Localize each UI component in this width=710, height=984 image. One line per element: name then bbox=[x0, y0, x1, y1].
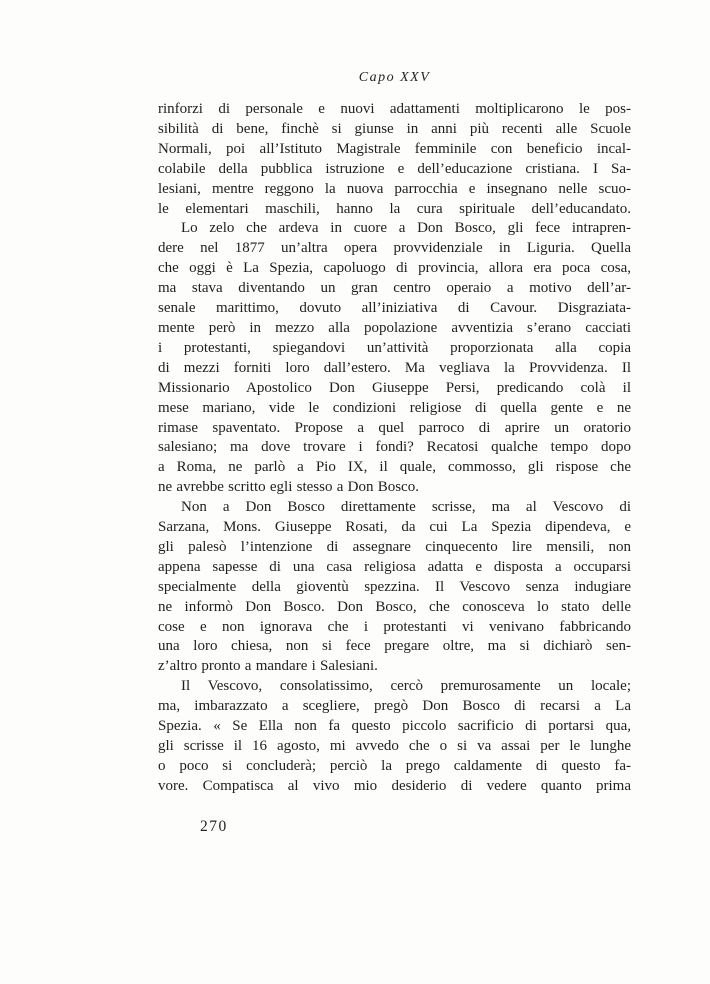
text-line: gli scrisse il 16 agosto, mi avvedo che o si va assai per le lunghe bbox=[158, 738, 631, 754]
text-line: dere nel 1877 un’altra opera provvidenziale in Liguria. Quella bbox=[158, 240, 631, 257]
text-line: appena sapesse di una casa religiosa adatta e disposta a occuparsi bbox=[158, 558, 631, 575]
text-line: z’altro pronto a mandare i Salesiani. bbox=[158, 658, 378, 675]
text-line: o poco si concluderà; perciò la prego caldamente di questo fa- bbox=[158, 757, 631, 774]
text-line: colabile della pubblica istruzione e dell’educazione cristiana. I Sa- bbox=[158, 160, 631, 177]
text-line: ne informò Don Bosco. Don Bosco, che conosceva lo stato delle bbox=[158, 598, 631, 615]
text-line: le elementari maschili, hanno la cura spirituale dell’educandato. bbox=[158, 200, 631, 217]
text-line: vore. Compatisca al vivo mio desiderio di vedere quanto prima bbox=[158, 777, 631, 794]
text-line: sibilità di bene, finchè si giunse in anni più recenti alle Scuole bbox=[158, 120, 631, 137]
page-number: 270 bbox=[200, 818, 228, 835]
text-line: Normali, poi all’Istituto Magistrale femminile con beneficio incal- bbox=[158, 140, 631, 157]
text-line: a Roma, ne parlò a Pio IX, il quale, commosso, gli rispose che bbox=[158, 459, 631, 476]
text-line: Missionario Apostolico Don Giuseppe Persi, predicando colà il bbox=[158, 379, 631, 396]
text-line: lesiani, mentre reggono la nuova parrocchia e insegnano nelle scuo- bbox=[158, 180, 631, 197]
text-line: una loro chiesa, non si fece pregare oltre, ma si dichiarò sen- bbox=[158, 638, 631, 655]
text-line: ma stava diventando un gran centro operaio a motivo dell’ar- bbox=[158, 280, 631, 297]
text-line: ne avrebbe scritto egli stesso a Don Bosco. bbox=[158, 479, 419, 496]
text-line: Sarzana, Mons. Giuseppe Rosati, da cui La Spezia dipendeva, e bbox=[158, 519, 631, 536]
text-line: rimase spaventato. Propose a quel parroco di aprire un oratorio bbox=[158, 419, 631, 436]
text-line: ma, imbarazzato a scegliere, pregò Don Bosco di recarsi a La bbox=[158, 698, 631, 715]
text-line: mente però in mezzo alla popolazione avventizia s’erano cacciati bbox=[158, 319, 631, 336]
running-head: Capo XXV bbox=[358, 70, 431, 85]
text-line: di mezzi forniti loro dall’estero. Ma vegliava la Provvidenza. Il bbox=[158, 359, 631, 376]
text-line: rinforzi di personale e nuovi adattamenti moltiplicarono le pos- bbox=[158, 101, 631, 117]
text-line: Non a Don Bosco direttamente scrisse, ma al Vescovo di bbox=[181, 499, 631, 516]
text-block bbox=[158, 100, 631, 797]
text-line: Spezia. « Se Ella non fa questo piccolo sacrificio di portarsi qua, bbox=[158, 718, 631, 735]
text-line: gli palesò l’intenzione di assegnare cinquecento lire mensili, non bbox=[158, 538, 631, 555]
text-line: Il Vescovo, consolatissimo, cercò premurosamente un locale; bbox=[181, 678, 631, 695]
text-line: Lo zelo che ardeva in cuore a Don Bosco, gli fece intrapren- bbox=[181, 220, 631, 237]
text-line: mese mariano, vide le condizioni religiose di quella gente e ne bbox=[158, 399, 631, 416]
text-line: salesiano; ma dove trovare i fondi? Recatosi qualche tempo dopo bbox=[158, 439, 631, 456]
text-line: specialmente della gioventù spezzina. Il Vescovo senza indugiare bbox=[158, 578, 631, 595]
text-line: che oggi è La Spezia, capoluogo di provincia, allora era poca cosa, bbox=[158, 260, 631, 277]
text-line: i protestanti, spiegandovi un’attività proporzionata alla copia bbox=[158, 339, 631, 356]
text-line: cose e non ignorava che i protestanti vi venivano fabbricando bbox=[158, 618, 631, 635]
text-line: senale marittimo, dovuto all’iniziativa di Cavour. Disgraziata- bbox=[158, 300, 631, 317]
